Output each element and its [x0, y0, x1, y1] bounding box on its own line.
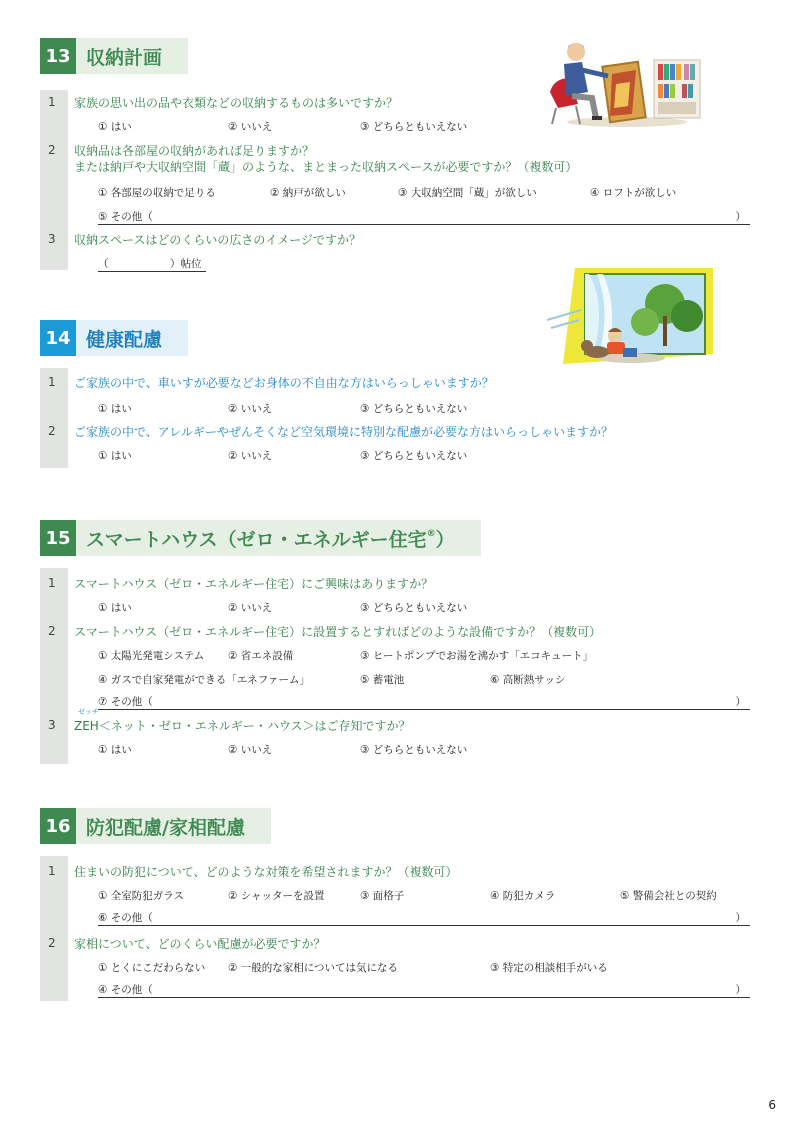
other-field[interactable] — [98, 694, 750, 710]
option-enefarm[interactable]: ④ ガスで自家発電ができる「エネファーム」 — [98, 674, 311, 686]
section-header — [40, 320, 188, 356]
question-number: 1 — [48, 864, 56, 878]
question-text: 収納スペースはどのくらいの広さのイメージですか？ — [74, 233, 362, 247]
question-text: ZEH＜ネット・ゼロ・エネルギー・ハウス＞はご存知ですか？ — [74, 719, 411, 733]
other-label: ④ その他（ — [98, 984, 153, 996]
option-no[interactable]: ② いいえ — [228, 121, 273, 133]
registered-mark: ® — [426, 529, 436, 539]
option-no[interactable]: ② いいえ — [228, 744, 273, 756]
option-solar[interactable]: ① 太陽光発電システム — [98, 650, 205, 662]
question-number: 3 — [48, 232, 56, 246]
option-no[interactable]: ② いいえ — [228, 450, 273, 462]
option-general-concern[interactable]: ② 一般的な家相については気になる — [228, 962, 399, 974]
option-ecocute[interactable]: ③ ヒートポンプでお湯を沸かす「エコキュート」 — [360, 650, 594, 662]
option-shutter[interactable]: ② シャッターを設置 — [228, 890, 325, 902]
option-yes[interactable]: ① はい — [98, 744, 132, 756]
option-security-glass[interactable]: ① 全室防犯ガラス — [98, 890, 184, 902]
question-text: ご家族の中で、アレルギーやぜんそくなど空気環境に特別な配慮が必要な方はいらっしゃいますか？ — [74, 425, 613, 439]
other-close: ） — [735, 984, 746, 996]
question-text: ご家族の中で、車いすが必要などお身体の不自由な方はいらっしゃいますか？ — [74, 376, 494, 390]
other-field[interactable] — [98, 910, 750, 926]
section-number: 15 — [40, 520, 76, 556]
question-bar — [40, 568, 68, 764]
option-security-camera[interactable]: ④ 防犯カメラ — [490, 890, 556, 902]
option-yes[interactable]: ① はい — [98, 602, 132, 614]
section-title-close: ） — [435, 528, 455, 551]
option-specific-advisor[interactable]: ③ 特定の相談相手がいる — [490, 962, 608, 974]
question-text: スマートハウス（ゼロ・エネルギー住宅）にご興味はありますか？ — [74, 577, 434, 591]
window-child-dog-illustration — [545, 266, 715, 366]
option-kura[interactable]: ③ 大収納空間「蔵」が欲しい — [398, 187, 537, 199]
option-no[interactable]: ② いいえ — [228, 403, 273, 415]
question-number: 1 — [48, 95, 56, 109]
question-number: 2 — [48, 424, 56, 438]
section-title-text: スマートハウス（ゼロ・エネルギー住宅 — [86, 528, 427, 551]
page-number: 6 — [768, 1098, 776, 1112]
option-security-company[interactable]: ⑤ 警備会社との契約 — [620, 890, 717, 902]
other-label: ⑤ その他（ — [98, 211, 153, 223]
option-battery[interactable]: ⑤ 蓄電池 — [360, 674, 405, 686]
question-text: 家族の思い出の品や衣類などの収納するものは多いですか？ — [74, 96, 399, 110]
section-number: 13 — [40, 38, 76, 74]
section-number: 16 — [40, 808, 76, 844]
question-number: 1 — [48, 576, 56, 590]
other-field[interactable] — [98, 209, 750, 225]
other-field[interactable] — [98, 982, 750, 998]
option-no[interactable]: ② いいえ — [228, 602, 273, 614]
option-yes[interactable]: ① はい — [98, 450, 132, 462]
option-yes[interactable]: ① はい — [98, 403, 132, 415]
other-close: ） — [735, 912, 746, 924]
section-header — [40, 38, 188, 74]
zeh-ruby: ゼッチ — [78, 708, 99, 716]
question-number: 3 — [48, 718, 56, 732]
question-text: 住まいの防犯について、どのような対策を希望されますか？（複数可） — [74, 865, 458, 879]
question-text: 家相について、どのくらい配慮が必要ですか？ — [74, 937, 326, 951]
reading-man-illustration — [542, 34, 712, 129]
option-yes[interactable]: ① はい — [98, 121, 132, 133]
answer-open: （ — [98, 258, 109, 270]
option-neither[interactable]: ③ どちらともいえない — [360, 602, 468, 614]
other-close: ） — [735, 211, 746, 223]
question-number: 2 — [48, 936, 56, 950]
option-storeroom[interactable]: ② 納戸が欲しい — [270, 187, 346, 199]
section-number: 14 — [40, 320, 76, 356]
other-label: ⑦ その他（ — [98, 696, 153, 708]
section-15 — [40, 520, 760, 770]
answer-unit: ）帖位 — [170, 258, 202, 270]
option-neither[interactable]: ③ どちらともいえない — [360, 403, 468, 415]
size-answer-field[interactable] — [98, 256, 206, 272]
question-text-line2: または納戸や大収納空間「蔵」のような、まとまった収納スペースが必要ですか？（複数可） — [74, 160, 578, 174]
other-close: ） — [735, 696, 746, 708]
option-room-storage[interactable]: ① 各部屋の収納で足りる — [98, 187, 216, 199]
option-no-concern[interactable]: ① とくにこだわらない — [98, 962, 206, 974]
question-number: 2 — [48, 143, 56, 157]
section-title: 収納計画 — [76, 38, 188, 74]
option-neither[interactable]: ③ どちらともいえない — [360, 744, 468, 756]
option-window-grille[interactable]: ③ 面格子 — [360, 890, 405, 902]
option-loft[interactable]: ④ ロフトが欲しい — [590, 187, 677, 199]
section-title: 健康配慮 — [76, 320, 188, 356]
section-header — [40, 520, 481, 556]
other-label: ⑥ その他（ — [98, 912, 153, 924]
question-number: 1 — [48, 375, 56, 389]
section-header — [40, 808, 271, 844]
question-text: 収納品は各部屋の収納があれば足りますか？ — [74, 144, 315, 158]
option-sash[interactable]: ⑥ 高断熱サッシ — [490, 674, 566, 686]
option-neither[interactable]: ③ どちらともいえない — [360, 450, 468, 462]
question-text: スマートハウス（ゼロ・エネルギー住宅）に設置するとすればどのような設備ですか？（複数可） — [74, 625, 602, 639]
section-title — [76, 520, 481, 556]
section-title: 防犯配慮/家相配慮 — [76, 808, 271, 844]
section-16 — [40, 808, 760, 1008]
question-number: 2 — [48, 624, 56, 638]
option-neither[interactable]: ③ どちらともいえない — [360, 121, 468, 133]
option-energy-saving[interactable]: ② 省エネ設備 — [228, 650, 294, 662]
